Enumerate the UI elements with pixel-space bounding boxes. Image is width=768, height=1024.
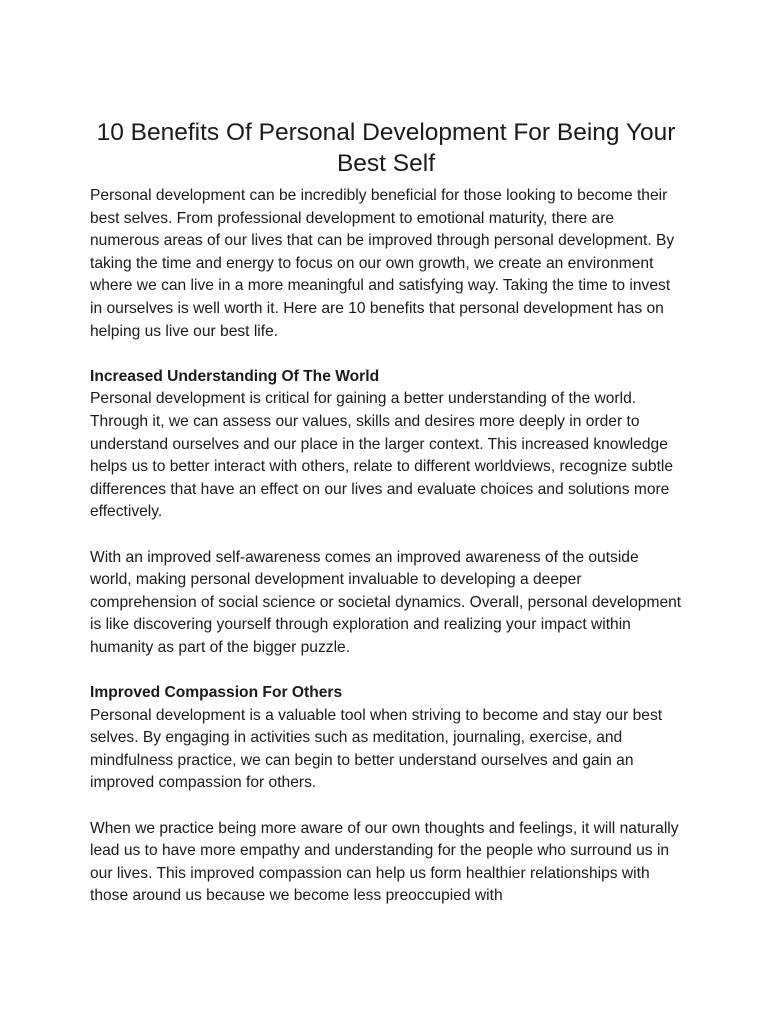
section-paragraph: When we practice being more aware of our own thoughts and feelings, it will naturally lead us to have more empathy and understanding for the people who surround us in our lives. This improved compassion can help us form healthier relationships with those around us because we become less preoccupied with (90, 819, 679, 905)
paragraph-spacer (90, 343, 682, 366)
document-page (90, 117, 682, 908)
paragraph-spacer (90, 795, 682, 818)
section-paragraph: Personal development is critical for gaining a better understanding of the world. Through it, we can assess our values, skills and desires more deeply in order to understand ourselves and our place in the larger context. This increased knowledge helps us to better interact with others, relate to different worldviews, recognize subtle differences that have an effect on our lives and evaluate choices and solutions more effectively. (90, 390, 674, 521)
intro-paragraph: Personal development can be incredibly beneficial for those looking to become their best selves. From professional development to emotional maturity, there are numerous areas of our lives that can be improved through personal development. By taking the time and energy to focus on our own growth, we create an environment where we can live in a more meaningful and satisfying way. Taking the time to invest in ourselves is well worth it. Here are 10 benefits that personal development has on helping us live our best life. (90, 187, 675, 340)
section-heading-compassion: Improved Compassion For Others (90, 684, 343, 702)
section-paragraph: Personal development is a valuable tool when striving to become and stay our best selves. By engaging in activities such as meditation, journaling, exercise, and mindfulness practice, we can begin to better understand ourselves and gain an improved compassion for others. (90, 706, 663, 792)
paragraph-spacer (90, 659, 682, 682)
section-heading-understanding: Increased Understanding Of The World (90, 367, 380, 385)
section-paragraph: With an improved self-awareness comes an improved awareness of the outside world, making personal development invaluable to developing a deeper comprehension of social science or societal dynamics. Overall, personal development is like discovering yourself through exploration and realizing your impact within humanity as part of the bigger puzzle. (90, 548, 682, 656)
paragraph-spacer (90, 524, 682, 547)
document-title: 10 Benefits Of Personal Development For Being Your Best Self (96, 119, 676, 177)
